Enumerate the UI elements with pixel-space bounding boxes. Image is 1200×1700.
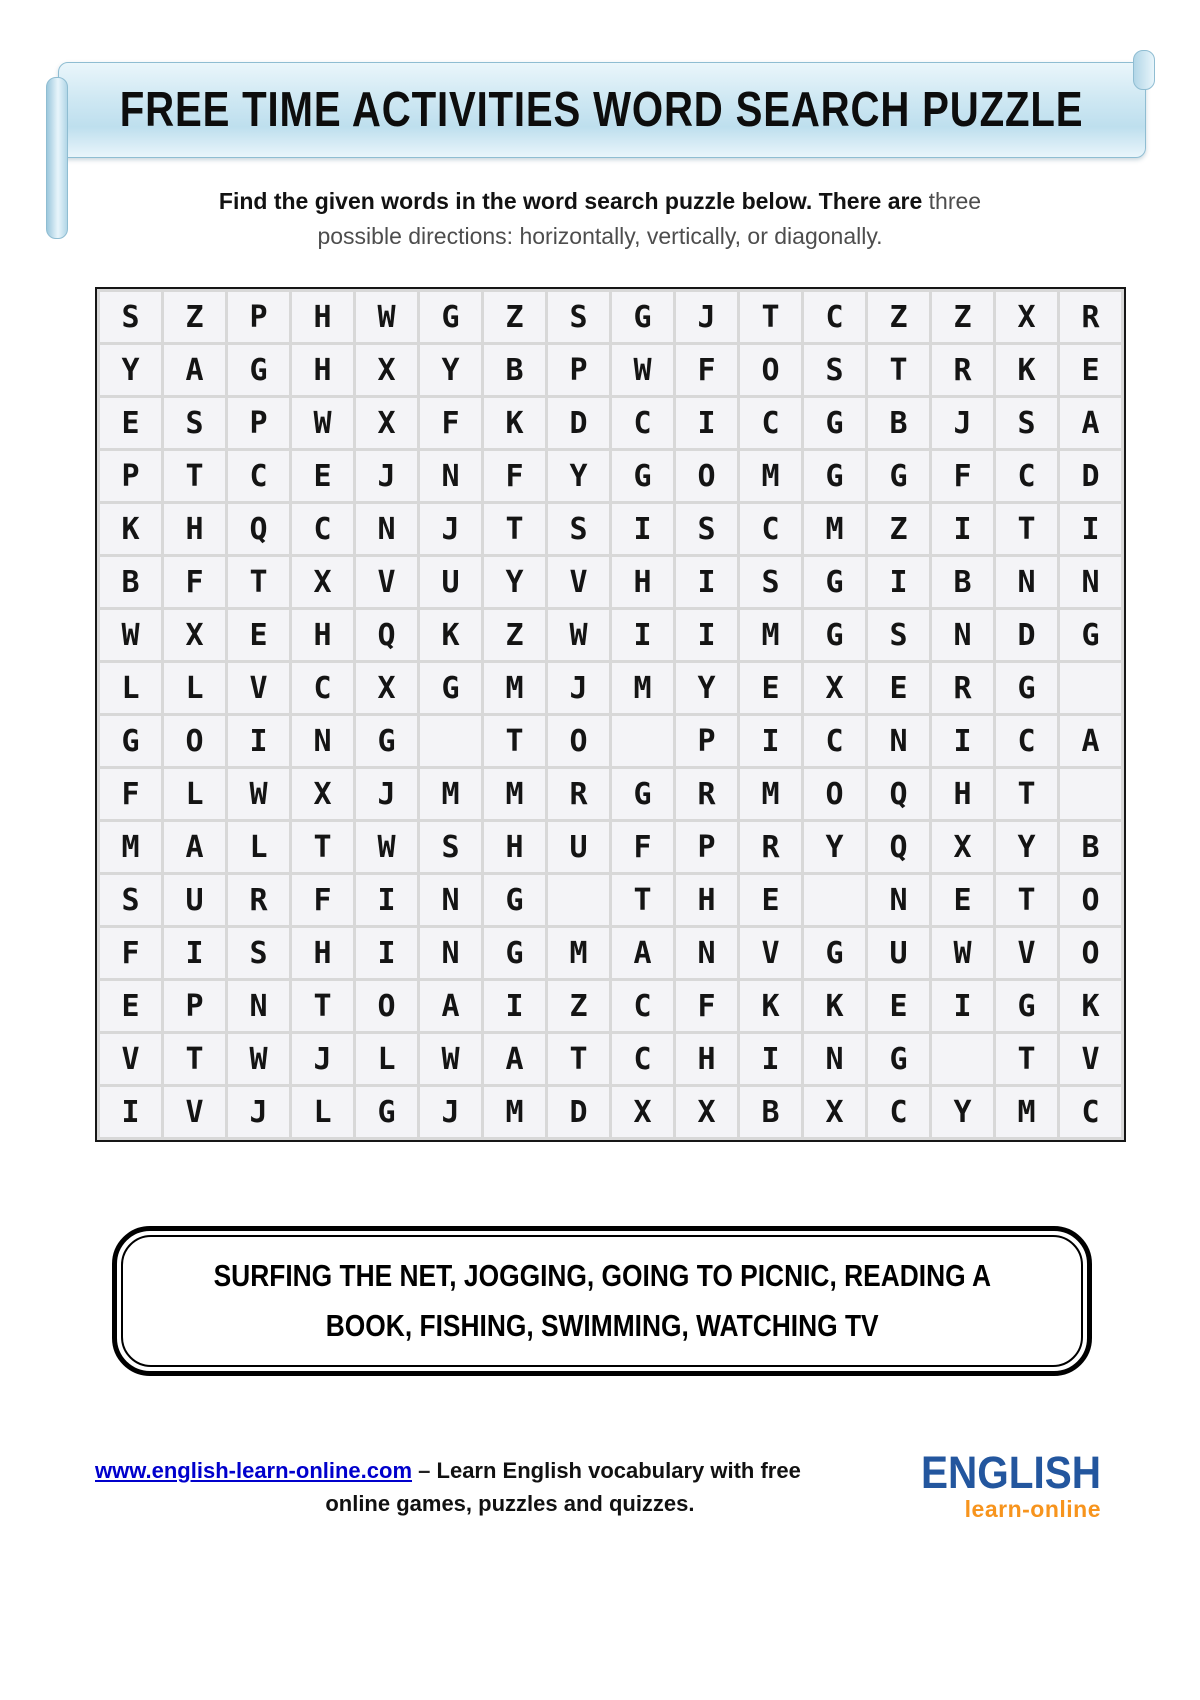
grid-cell: R (932, 345, 993, 395)
grid-cell: R (1060, 292, 1121, 342)
grid-cell: F (100, 769, 161, 819)
grid-cell: Q (228, 504, 289, 554)
grid-cell: S (868, 610, 929, 660)
grid-cell: G (612, 451, 673, 501)
grid-cell: Y (804, 822, 865, 872)
grid-cell: X (164, 610, 225, 660)
grid-cell: D (548, 1087, 609, 1137)
grid-cell: H (676, 1034, 737, 1084)
grid-cell: E (100, 398, 161, 448)
grid-cell: I (676, 557, 737, 607)
grid-cell: C (228, 451, 289, 501)
grid-cell-empty (1060, 769, 1121, 819)
grid-cell: X (292, 769, 353, 819)
grid-cell: M (996, 1087, 1057, 1137)
grid-cell: Y (932, 1087, 993, 1137)
grid-cell-empty (804, 875, 865, 925)
grid-cell: I (676, 398, 737, 448)
grid-cell: M (484, 1087, 545, 1137)
grid-cell: A (1060, 716, 1121, 766)
grid-cell: H (932, 769, 993, 819)
grid-cell: T (868, 345, 929, 395)
grid-cell: T (996, 1034, 1057, 1084)
grid-cell: X (356, 663, 417, 713)
grid-row (100, 981, 1121, 1031)
grid-cell: S (228, 928, 289, 978)
word-list-inner-border (121, 1235, 1083, 1367)
grid-cell: G (228, 345, 289, 395)
grid-cell: V (100, 1034, 161, 1084)
grid-cell: O (676, 451, 737, 501)
grid-cell: C (612, 1034, 673, 1084)
grid-cell: X (292, 557, 353, 607)
grid-cell: F (292, 875, 353, 925)
grid-row (100, 398, 1121, 448)
grid-cell: H (612, 557, 673, 607)
grid-cell: N (676, 928, 737, 978)
grid-cell: T (996, 769, 1057, 819)
grid-cell: C (612, 398, 673, 448)
grid-cell: I (484, 981, 545, 1031)
grid-cell: T (548, 1034, 609, 1084)
grid-cell: U (420, 557, 481, 607)
grid-cell: K (804, 981, 865, 1031)
grid-cell-empty (1060, 663, 1121, 713)
grid-cell: K (420, 610, 481, 660)
grid-cell: P (100, 451, 161, 501)
grid-cell: K (740, 981, 801, 1031)
grid-cell: Y (996, 822, 1057, 872)
grid-cell: I (740, 716, 801, 766)
grid-cell: G (868, 1034, 929, 1084)
grid-cell: I (932, 981, 993, 1031)
grid-cell: U (868, 928, 929, 978)
grid-cell: C (996, 451, 1057, 501)
grid-cell: N (420, 928, 481, 978)
grid-cell: V (1060, 1034, 1121, 1084)
logo-learn-online-text: learn-online (964, 1496, 1101, 1522)
grid-cell: R (676, 769, 737, 819)
grid-cell: C (292, 663, 353, 713)
grid-cell: I (356, 875, 417, 925)
footer-tagline-line2: online games, puzzles and quizzes. (325, 1491, 695, 1516)
instructions-bold: Find the given words in the word search puzzle below. There are (218, 188, 923, 214)
grid-cell: W (548, 610, 609, 660)
grid-cell: W (292, 398, 353, 448)
grid-cell: F (612, 822, 673, 872)
grid-cell: E (740, 663, 801, 713)
grid-cell: X (356, 398, 417, 448)
grid-cell: W (228, 1034, 289, 1084)
grid-row (100, 875, 1121, 925)
grid-cell: V (356, 557, 417, 607)
grid-cell: U (164, 875, 225, 925)
grid-cell: Z (484, 610, 545, 660)
grid-cell: O (740, 345, 801, 395)
site-logo (901, 1447, 1101, 1522)
grid-cell: M (740, 610, 801, 660)
grid-cell: C (1060, 1087, 1121, 1137)
grid-cell: G (420, 292, 481, 342)
grid-cell: Z (484, 292, 545, 342)
grid-cell: S (804, 345, 865, 395)
grid-cell: K (484, 398, 545, 448)
grid-cell: Y (676, 663, 737, 713)
grid-cell: L (100, 663, 161, 713)
grid-row (100, 716, 1121, 766)
grid-row (100, 822, 1121, 872)
grid-cell: N (292, 716, 353, 766)
grid-row (100, 928, 1121, 978)
grid-cell: P (228, 398, 289, 448)
grid-cell: H (484, 822, 545, 872)
grid-cell-empty (612, 716, 673, 766)
grid-cell: I (612, 504, 673, 554)
grid-cell: Y (420, 345, 481, 395)
grid-cell: P (548, 345, 609, 395)
grid-cell: L (292, 1087, 353, 1137)
grid-cell: S (740, 557, 801, 607)
grid-cell: E (100, 981, 161, 1031)
grid-cell: N (996, 557, 1057, 607)
grid-cell: D (996, 610, 1057, 660)
website-link[interactable]: www.english-learn-online.com (95, 1458, 413, 1483)
grid-cell: B (100, 557, 161, 607)
grid-cell: S (164, 398, 225, 448)
footer-dash: – (418, 1458, 431, 1483)
grid-cell: C (804, 716, 865, 766)
grid-cell: Q (868, 822, 929, 872)
grid-cell: C (740, 504, 801, 554)
grid-cell: I (356, 928, 417, 978)
grid-cell: S (548, 504, 609, 554)
grid-cell: T (164, 1034, 225, 1084)
grid-cell: N (1060, 557, 1121, 607)
grid-cell: O (1060, 875, 1121, 925)
grid-cell: G (100, 716, 161, 766)
grid-cell: K (996, 345, 1057, 395)
grid-cell: L (164, 663, 225, 713)
grid-cell: E (868, 981, 929, 1031)
grid-cell: G (804, 928, 865, 978)
grid-cell: O (164, 716, 225, 766)
grid-cell: S (100, 292, 161, 342)
grid-cell: I (868, 557, 929, 607)
grid-cell: M (548, 928, 609, 978)
grid-cell: E (932, 875, 993, 925)
grid-cell: E (292, 451, 353, 501)
grid-cell: V (996, 928, 1057, 978)
grid-cell: W (932, 928, 993, 978)
grid-cell: C (740, 398, 801, 448)
grid-cell: H (292, 292, 353, 342)
grid-cell: G (612, 769, 673, 819)
grid-cell: T (292, 981, 353, 1031)
grid-cell: A (420, 981, 481, 1031)
grid-cell: S (996, 398, 1057, 448)
grid-cell: M (740, 769, 801, 819)
grid-cell: Z (164, 292, 225, 342)
grid-cell: L (356, 1034, 417, 1084)
grid-cell: O (548, 716, 609, 766)
grid-cell: I (740, 1034, 801, 1084)
grid-cell: Y (100, 345, 161, 395)
grid-cell: J (420, 1087, 481, 1137)
grid-cell-empty (932, 1034, 993, 1084)
grid-cell: J (292, 1034, 353, 1084)
grid-cell: T (292, 822, 353, 872)
grid-cell: R (228, 875, 289, 925)
grid-cell: A (484, 1034, 545, 1084)
grid-cell: M (612, 663, 673, 713)
grid-cell: Y (484, 557, 545, 607)
grid-cell: C (292, 504, 353, 554)
grid-cell: C (996, 716, 1057, 766)
grid-cell: G (804, 557, 865, 607)
grid-cell: B (740, 1087, 801, 1137)
grid-cell: C (612, 981, 673, 1031)
grid-cell: M (420, 769, 481, 819)
grid-cell: T (484, 716, 545, 766)
grid-cell: F (932, 451, 993, 501)
grid-cell: L (164, 769, 225, 819)
grid-cell: V (740, 928, 801, 978)
grid-cell: H (292, 610, 353, 660)
grid-cell: W (612, 345, 673, 395)
grid-cell: G (996, 663, 1057, 713)
grid-cell: M (740, 451, 801, 501)
grid-cell: P (676, 716, 737, 766)
grid-cell: X (932, 822, 993, 872)
grid-cell: S (420, 822, 481, 872)
grid-cell: X (804, 663, 865, 713)
grid-cell: T (740, 292, 801, 342)
grid-cell: S (548, 292, 609, 342)
grid-cell: H (292, 345, 353, 395)
word-list-line-2: BOOK, FISHING, SWIMMING, WATCHING TV (325, 1308, 879, 1343)
footer (95, 1447, 1107, 1522)
grid-cell: A (164, 822, 225, 872)
grid-cell: K (1060, 981, 1121, 1031)
grid-row (100, 769, 1121, 819)
footer-tagline-line1: Learn English vocabulary with free (436, 1458, 801, 1483)
grid-cell: N (356, 504, 417, 554)
logo-english-text: ENGLISH (920, 1447, 1101, 1498)
grid-cell: N (868, 716, 929, 766)
grid-cell: F (100, 928, 161, 978)
grid-cell: M (484, 769, 545, 819)
grid-cell: E (868, 663, 929, 713)
grid-cell: R (548, 769, 609, 819)
grid-cell: D (1060, 451, 1121, 501)
grid-cell-empty (548, 875, 609, 925)
grid-cell: I (932, 716, 993, 766)
grid-cell: O (1060, 928, 1121, 978)
grid-cell: G (484, 875, 545, 925)
grid-cell: T (164, 451, 225, 501)
grid-cell: M (484, 663, 545, 713)
grid-cell: G (420, 663, 481, 713)
grid-cell: G (804, 451, 865, 501)
grid-cell: T (484, 504, 545, 554)
grid-cell: B (484, 345, 545, 395)
grid-row (100, 610, 1121, 660)
grid-cell: J (676, 292, 737, 342)
page-title: FREE TIME ACTIVITIES WORD SEARCH PUZZLE (120, 83, 1084, 137)
grid-cell: D (548, 398, 609, 448)
grid-cell: J (228, 1087, 289, 1137)
grid-cell: S (676, 504, 737, 554)
grid-cell: X (356, 345, 417, 395)
grid-cell-empty (420, 716, 481, 766)
grid-cell: V (164, 1087, 225, 1137)
grid-cell: Y (548, 451, 609, 501)
grid-cell: Q (356, 610, 417, 660)
grid-cell: N (804, 1034, 865, 1084)
grid-cell: Z (932, 292, 993, 342)
grid-cell: G (356, 1087, 417, 1137)
grid-cell: J (548, 663, 609, 713)
grid-cell: T (996, 504, 1057, 554)
grid-cell: J (356, 451, 417, 501)
grid-cell: O (804, 769, 865, 819)
grid-row (100, 1087, 1121, 1137)
grid-cell: F (164, 557, 225, 607)
grid-cell: S (100, 875, 161, 925)
instructions-line2: possible directions: horizontally, vertically, or diagonally. (317, 222, 883, 249)
grid-cell: F (676, 345, 737, 395)
grid-cell: F (484, 451, 545, 501)
instructions (0, 184, 1200, 253)
grid-cell: E (740, 875, 801, 925)
grid-cell: X (612, 1087, 673, 1137)
grid-cell: V (548, 557, 609, 607)
grid-cell: Z (868, 504, 929, 554)
grid-cell: B (1060, 822, 1121, 872)
grid-cell: I (228, 716, 289, 766)
grid-cell: Z (548, 981, 609, 1031)
grid-row (100, 1034, 1121, 1084)
grid-cell: G (804, 398, 865, 448)
grid-cell: Z (868, 292, 929, 342)
grid-cell: V (228, 663, 289, 713)
grid-cell: F (676, 981, 737, 1031)
grid-cell: G (804, 610, 865, 660)
grid-row (100, 557, 1121, 607)
grid-cell: G (868, 451, 929, 501)
grid-row (100, 345, 1121, 395)
grid-cell: F (420, 398, 481, 448)
grid-cell: G (484, 928, 545, 978)
grid-cell: E (1060, 345, 1121, 395)
grid-cell: J (356, 769, 417, 819)
grid-cell: X (804, 1087, 865, 1137)
grid-cell: W (356, 292, 417, 342)
grid-row (100, 451, 1121, 501)
instructions-directions-count: three (928, 188, 982, 214)
grid-cell: G (356, 716, 417, 766)
grid-cell: T (996, 875, 1057, 925)
grid-row (100, 292, 1121, 342)
grid-cell: L (228, 822, 289, 872)
grid-cell: J (420, 504, 481, 554)
grid-row (100, 504, 1121, 554)
grid-cell: E (228, 610, 289, 660)
grid-cell: N (932, 610, 993, 660)
grid-cell: M (804, 504, 865, 554)
grid-cell: A (612, 928, 673, 978)
grid-cell: P (676, 822, 737, 872)
grid-cell: B (932, 557, 993, 607)
grid-cell: W (228, 769, 289, 819)
grid-cell: N (228, 981, 289, 1031)
grid-cell: A (164, 345, 225, 395)
scroll-curl-right-icon (1133, 50, 1155, 90)
grid-cell: I (1060, 504, 1121, 554)
grid-cell: H (164, 504, 225, 554)
grid-cell: I (164, 928, 225, 978)
grid-cell: I (932, 504, 993, 554)
grid-cell: N (420, 875, 481, 925)
word-list-line-1: SURFING THE NET, JOGGING, GOING TO PICNIC, READING A (213, 1258, 991, 1293)
grid-cell: R (740, 822, 801, 872)
grid-cell: G (612, 292, 673, 342)
grid-cell: U (548, 822, 609, 872)
grid-cell: K (100, 504, 161, 554)
grid-cell: J (932, 398, 993, 448)
title-banner (58, 62, 1146, 158)
grid-cell: T (612, 875, 673, 925)
word-list-box (112, 1226, 1092, 1376)
grid-cell: G (1060, 610, 1121, 660)
grid-cell: I (612, 610, 673, 660)
word-search-grid (95, 287, 1126, 1142)
grid-cell: G (996, 981, 1057, 1031)
grid-cell: M (100, 822, 161, 872)
grid-cell: W (356, 822, 417, 872)
grid-cell: Q (868, 769, 929, 819)
grid-cell: N (420, 451, 481, 501)
grid-cell: P (164, 981, 225, 1031)
grid-cell: O (356, 981, 417, 1031)
grid-cell: P (228, 292, 289, 342)
grid-cell: A (1060, 398, 1121, 448)
grid-cell: C (868, 1087, 929, 1137)
grid-cell: X (996, 292, 1057, 342)
grid-cell: H (292, 928, 353, 978)
grid-cell: N (868, 875, 929, 925)
grid-cell: T (228, 557, 289, 607)
grid-cell: X (676, 1087, 737, 1137)
grid-cell: W (420, 1034, 481, 1084)
grid-cell: I (100, 1087, 161, 1137)
grid-cell: I (676, 610, 737, 660)
grid-cell: W (100, 610, 161, 660)
footer-text (95, 1454, 801, 1520)
grid-row (100, 663, 1121, 713)
grid-cell: R (932, 663, 993, 713)
grid-cell: B (868, 398, 929, 448)
grid-cell: C (804, 292, 865, 342)
grid-cell: H (676, 875, 737, 925)
